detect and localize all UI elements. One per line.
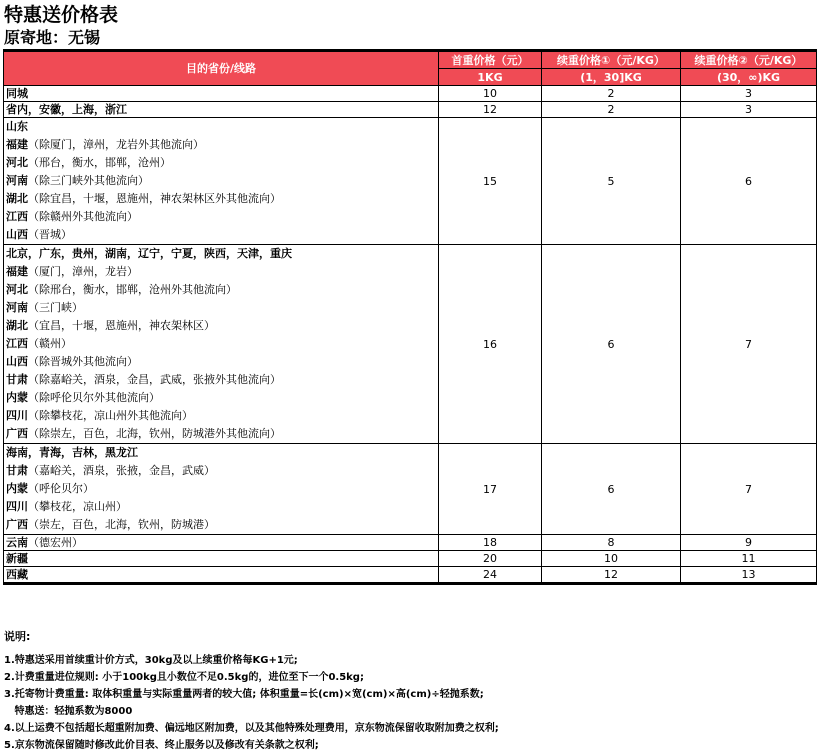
province-name: 湖北 — [6, 192, 28, 205]
header-first-weight-unit: 1KG — [439, 69, 542, 86]
province-name: 山西 — [6, 355, 28, 368]
route-detail: （宜昌，十堰，恩施州，神农架林区） — [28, 319, 215, 332]
note-line: 1.特惠送采用首续重计价方式，30kg及以上续重价格每KG+1元; — [4, 655, 298, 666]
notes-section — [4, 628, 499, 754]
page-title: 特惠送价格表 — [4, 4, 119, 26]
route-line — [6, 172, 438, 190]
route-line — [6, 444, 438, 462]
province-name: 新疆 — [6, 552, 28, 565]
first-weight-price: 12 — [439, 102, 542, 118]
route-line — [6, 551, 438, 566]
route-line — [6, 462, 438, 480]
route-line — [6, 535, 438, 550]
route-detail: （除邢台，衡水，邯郸，沧州外其他流向） — [28, 283, 237, 296]
route-line — [6, 425, 438, 443]
route-cell — [4, 551, 439, 567]
route-detail: （嘉峪关，酒泉，张掖，金昌，武威） — [28, 464, 215, 477]
route-detail: （除厦门，漳州，龙岩外其他流向） — [28, 138, 204, 151]
first-weight-price: 24 — [439, 567, 542, 584]
cont1-price: 12 — [542, 567, 681, 584]
route-cell — [4, 118, 439, 245]
route-detail: （除呼伦贝尔外其他流向） — [28, 391, 160, 404]
cont2-price: 3 — [681, 102, 817, 118]
route-cell — [4, 444, 439, 535]
route-line — [6, 102, 438, 117]
route-line — [6, 263, 438, 281]
province-name: 湖北 — [6, 319, 28, 332]
province-name: 福建 — [6, 138, 28, 151]
province-name: 内蒙 — [6, 482, 28, 495]
route-cell — [4, 567, 439, 584]
table-row — [4, 102, 817, 118]
route-cell — [4, 535, 439, 551]
route-line — [6, 136, 438, 154]
route-detail: （呼伦贝尔） — [28, 482, 94, 495]
route-detail: （除晋城外其他流向） — [28, 355, 138, 368]
province-name: 河北 — [6, 283, 28, 296]
route-line — [6, 245, 438, 263]
province-name: 北京，广东，贵州，湖南，辽宁，宁夏，陕西，天津，重庆 — [6, 247, 292, 260]
route-detail: （攀枝花，凉山州） — [28, 500, 127, 513]
route-detail: （除嘉峪关，酒泉，金昌，武威，张掖外其他流向） — [28, 373, 281, 386]
province-name: 河南 — [6, 174, 28, 187]
route-detail: （除三门峡外其他流向） — [28, 174, 149, 187]
cont1-price: 2 — [542, 86, 681, 102]
province-name: 四川 — [6, 500, 28, 513]
note-line: 2.计费重量进位规则: 小于100kg且小数位不足0.5kg的，进位至下一个0.5kg; — [4, 672, 364, 683]
header-cont2: 续重价格②（元/KG） — [681, 51, 817, 69]
cont2-price: 3 — [681, 86, 817, 102]
route-line — [6, 480, 438, 498]
first-weight-price: 16 — [439, 245, 542, 444]
cont2-price: 6 — [681, 118, 817, 245]
route-detail: （邢台，衡水，邯郸，沧州） — [28, 156, 171, 169]
province-name: 西藏 — [6, 568, 28, 581]
cont1-price: 2 — [542, 102, 681, 118]
route-line — [6, 353, 438, 371]
first-weight-price: 15 — [439, 118, 542, 245]
route-line — [6, 281, 438, 299]
province-name: 广西 — [6, 518, 28, 531]
table-row — [4, 245, 817, 444]
route-line — [6, 317, 438, 335]
header-cont1-unit: (1，30]KG — [542, 69, 681, 86]
route-line — [6, 567, 438, 582]
province-name: 江西 — [6, 210, 28, 223]
route-detail: （赣州） — [28, 337, 72, 350]
route-line — [6, 335, 438, 353]
first-weight-price: 20 — [439, 551, 542, 567]
route-detail: （德宏州） — [28, 536, 83, 549]
province-name: 河北 — [6, 156, 28, 169]
price-table — [3, 49, 817, 585]
route-line — [6, 407, 438, 425]
origin-label: 原寄地：无锡 — [4, 28, 101, 47]
header-first-weight: 首重价格（元） — [439, 51, 542, 69]
route-detail: （除宜昌，十堰，恩施州，神农架林区外其他流向） — [28, 192, 281, 205]
header-cont2-unit: (30，∞)KG — [681, 69, 817, 86]
cont1-price: 6 — [542, 444, 681, 535]
cont2-price: 11 — [681, 551, 817, 567]
province-name: 山东 — [6, 120, 28, 133]
route-detail: （除攀枝花，凉山州外其他流向） — [28, 409, 193, 422]
route-cell — [4, 102, 439, 118]
route-line — [6, 118, 438, 136]
route-detail: （三门峡） — [28, 301, 83, 314]
route-cell — [4, 86, 439, 102]
province-name: 广西 — [6, 427, 28, 440]
province-name: 海南，青海，吉林，黑龙江 — [6, 446, 138, 459]
route-line — [6, 516, 438, 534]
table-row — [4, 535, 817, 551]
cont2-price: 7 — [681, 245, 817, 444]
note-line: 特惠送：轻抛系数为8000 — [4, 706, 133, 717]
route-line — [6, 371, 438, 389]
route-line — [6, 389, 438, 407]
first-weight-price: 10 — [439, 86, 542, 102]
province-name: 内蒙 — [6, 391, 28, 404]
cont2-price: 7 — [681, 444, 817, 535]
first-weight-price: 18 — [439, 535, 542, 551]
cont2-price: 9 — [681, 535, 817, 551]
cont1-price: 8 — [542, 535, 681, 551]
route-line — [6, 208, 438, 226]
cont1-price: 6 — [542, 245, 681, 444]
province-name: 山西 — [6, 228, 28, 241]
cont1-price: 10 — [542, 551, 681, 567]
note-line: 3.托寄物计费重量: 取体积重量与实际重量两者的较大值; 体积重量=长(cm)×宽(cm)×高(cm)÷轻抛系数; — [4, 689, 484, 700]
province-name: 江西 — [6, 337, 28, 350]
province-name: 云南 — [6, 536, 28, 549]
route-detail: （除崇左，百色，北海，钦州，防城港外其他流向） — [28, 427, 281, 440]
route-line — [6, 86, 438, 101]
table-row — [4, 86, 817, 102]
table-row — [4, 118, 817, 245]
province-name: 同城 — [6, 87, 28, 100]
route-line — [6, 154, 438, 172]
header-cont1: 续重价格①（元/KG） — [542, 51, 681, 69]
route-detail: （除赣州外其他流向） — [28, 210, 138, 223]
note-line: 5.京东物流保留随时修改此价目表、终止服务以及修改有关条款之权利; — [4, 740, 319, 751]
cont1-price: 5 — [542, 118, 681, 245]
price-table-body — [4, 86, 817, 584]
note-line: 4.以上运费不包括超长超重附加费、偏远地区附加费，以及其他特殊处理费用，京东物流保留收取附加费之权利; — [4, 723, 499, 734]
province-name: 省内，安徽，上海，浙江 — [6, 103, 127, 116]
route-detail: （崇左，百色，北海，钦州，防城港） — [28, 518, 215, 531]
province-name: 甘肃 — [6, 464, 28, 477]
route-detail: （厦门，漳州，龙岩） — [28, 265, 138, 278]
table-row — [4, 551, 817, 567]
table-row — [4, 567, 817, 584]
route-line — [6, 299, 438, 317]
route-cell — [4, 245, 439, 444]
route-line — [6, 226, 438, 244]
first-weight-price: 17 — [439, 444, 542, 535]
header-route: 目的省份/线路 — [4, 51, 439, 86]
province-name: 四川 — [6, 409, 28, 422]
route-line — [6, 498, 438, 516]
province-name: 河南 — [6, 301, 28, 314]
notes-title: 说明: — [4, 630, 31, 643]
province-name: 福建 — [6, 265, 28, 278]
cont2-price: 13 — [681, 567, 817, 584]
table-row — [4, 444, 817, 535]
route-detail: （晋城） — [28, 228, 72, 241]
route-line — [6, 190, 438, 208]
province-name: 甘肃 — [6, 373, 28, 386]
